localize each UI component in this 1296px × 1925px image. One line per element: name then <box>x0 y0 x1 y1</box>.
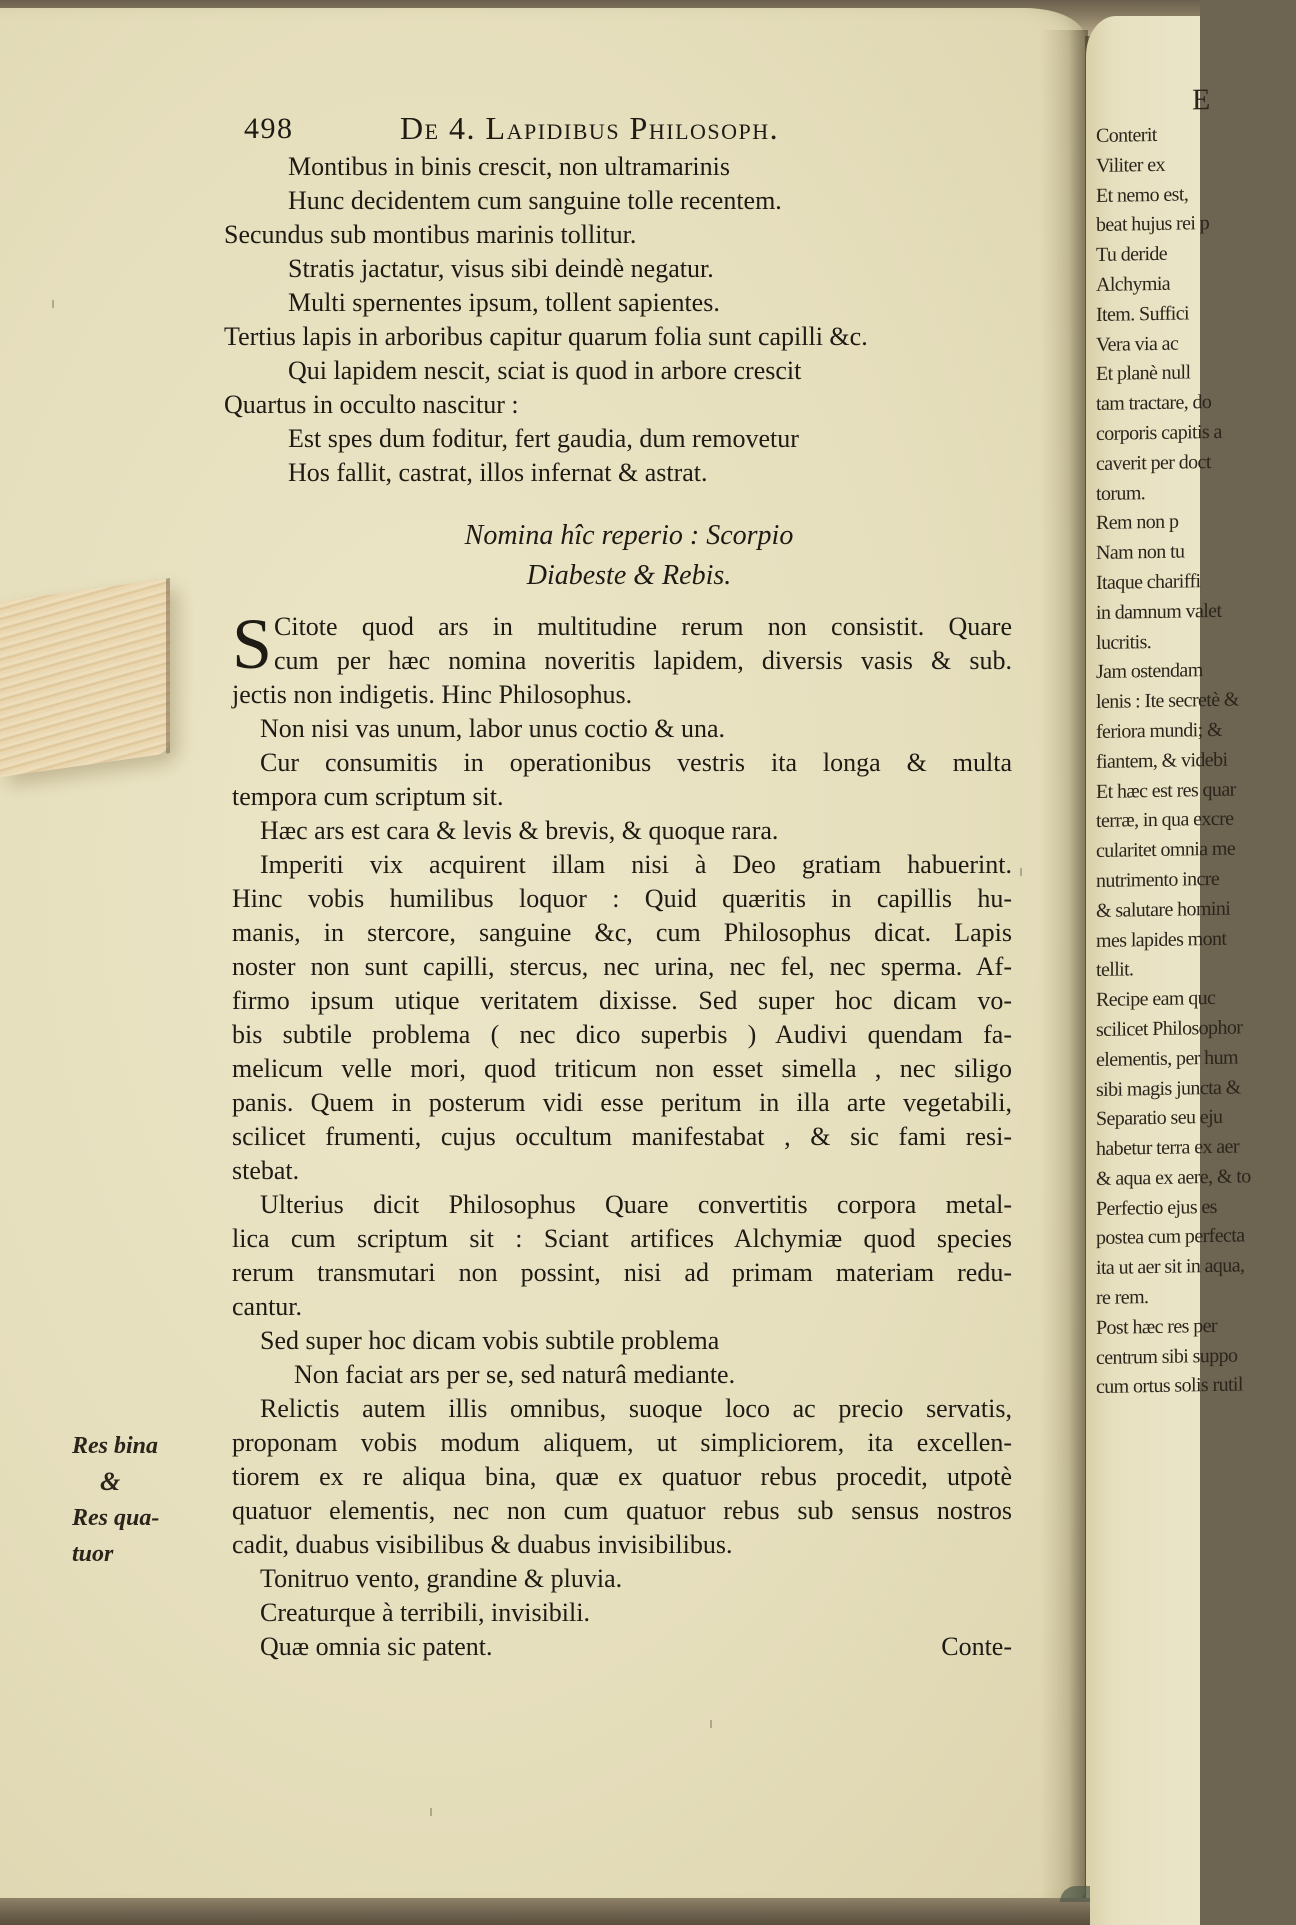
prose-line-text: Cur consumitis in operationibus vestris ita longa & multa <box>260 748 1012 777</box>
right-page-line: Alchymia <box>1096 272 1171 296</box>
right-page-line: & aqua ex aere, & to <box>1096 1165 1251 1190</box>
prose-line: Citote quod ars in multitudine rerum non consistit. Quare <box>274 612 1012 641</box>
prose-line <box>232 1290 1012 1324</box>
right-page-line: Viliter ex <box>1096 153 1165 177</box>
prose-line-text: Sed super hoc dicam vobis subtile problema <box>260 1326 720 1355</box>
right-page-line: Perfectio ejus es <box>1096 1195 1217 1220</box>
prose-line <box>232 1358 1012 1392</box>
dropcap-paragraph-start <box>232 604 1012 684</box>
right-page-line: terræ, in qua excre <box>1096 807 1234 833</box>
prose-line <box>232 1494 1012 1528</box>
right-page-line: in damnum valet <box>1096 599 1222 624</box>
verse-line: Stratis jactatur, visus sibi deindè negatur. <box>288 254 714 283</box>
prose-line-text: Creaturque à terribili, invisibili. <box>260 1598 590 1627</box>
prose-line <box>232 1018 1012 1052</box>
prose-lines <box>232 678 1012 1664</box>
catchword: Conte- <box>941 1632 1012 1661</box>
prose-line-text: Non faciat ars per se, sed naturâ mediante. <box>294 1360 736 1389</box>
right-page-line: beat hujus rei p <box>1096 212 1210 237</box>
book-bottom-edge <box>0 1898 1090 1925</box>
prose-line <box>232 1528 1012 1562</box>
verse-line: Tertius lapis in arboribus capitur quarum folia sunt capilli &c. <box>224 322 868 351</box>
right-page-line: centrum sibi suppo <box>1096 1344 1238 1369</box>
paper-speck <box>1020 868 1022 876</box>
prose-line <box>232 1222 1012 1256</box>
right-page-line: Post hæc res per <box>1096 1314 1217 1339</box>
prose-line <box>232 1426 1012 1460</box>
verse-line: Qui lapidem nescit, sciat is quod in arbore crescit <box>288 356 802 385</box>
prose-line <box>232 712 1012 746</box>
right-page-line: Vera via ac <box>1096 332 1179 356</box>
verse-line: Quartus in occulto nascitur : <box>224 390 519 419</box>
prose-line <box>232 1154 1012 1188</box>
right-page-line: nutrimento incre <box>1096 867 1220 892</box>
prose-line: cum per hæc nomina noveritis lapidem, diversis vasis & sub. <box>274 646 1012 675</box>
prose-line-text: manis, in stercore, sanguine &c, cum Philosophus dicat. Lapis <box>232 918 1012 947</box>
prose-line <box>232 1052 1012 1086</box>
right-page-line: sibi magis juncta & <box>1096 1075 1241 1101</box>
right-page-line: Item. Suffici <box>1096 302 1189 326</box>
prose-line <box>232 746 1012 780</box>
right-page-line: Itaque chariffi <box>1096 570 1201 594</box>
right-page-line: caverit per doct <box>1096 450 1211 475</box>
right-page-line: tellit. <box>1096 958 1134 982</box>
right-page-line: ita ut aer sit in aqua, <box>1096 1254 1245 1280</box>
verse-line: Montibus in binis crescit, non ultramarinis <box>288 152 730 181</box>
prose-line-text: firmo ipsum utique veritatem dixisse. Sed super hoc dicam vo- <box>232 986 1012 1015</box>
prose-line-text: Ulterius dicit Philosophus Quare convertitis corpora metal- <box>260 1190 1012 1219</box>
prose-line-text: scilicet frumenti, cujus occultum manifestabat , & sic fami resi- <box>232 1122 1012 1151</box>
prose-line-text: stebat. <box>232 1156 300 1185</box>
prose-line-text: Imperiti vix acquirent illam nisi à Deo gratiam habuerint. <box>260 850 1012 879</box>
prose-line-text: noster non sunt capilli, stercus, nec urina, nec fel, nec sperma. Af- <box>232 952 1012 981</box>
right-page-line: Et planè null <box>1096 361 1191 386</box>
prose-line <box>232 1630 1012 1664</box>
prose-line-text: melicum velle mori, quod triticum non esset simella , nec siligo <box>232 1054 1012 1083</box>
marginal-note <box>72 1428 202 1572</box>
prose-line <box>232 1086 1012 1120</box>
right-page-line: lucritis. <box>1096 630 1152 654</box>
right-page-line: torum. <box>1096 481 1146 505</box>
prose-line-text: jectis non indigetis. Hinc Philosophus. <box>232 680 633 709</box>
right-page-line: Conterit <box>1096 123 1157 147</box>
prose-body <box>232 604 1012 1664</box>
running-head-title: De 4. Lapidibus Philosoph. <box>400 110 780 146</box>
right-page-text <box>1096 79 1296 1404</box>
prose-line <box>232 1392 1012 1426</box>
prose-line <box>232 848 1012 882</box>
right-page-line: mes lapides mont <box>1096 927 1227 952</box>
prose-line <box>232 882 1012 916</box>
marginal-line: Res qua- <box>72 1505 160 1531</box>
prose-line-text: panis. Quem in posterum vidi esse peritum in illa arte vegetabili, <box>232 1088 1012 1117</box>
subheading-line: Diabeste & Rebis. <box>526 560 732 591</box>
prose-line-text: Hinc vobis humilibus loquor : Quid quæritis in capillis hu- <box>232 884 1012 913</box>
verse-line: Hunc decidentem cum sanguine tolle recentem. <box>288 186 782 215</box>
right-page-line: Jam ostendam <box>1096 659 1203 684</box>
prose-line <box>232 1596 1012 1630</box>
book-gutter <box>1040 30 1088 1906</box>
prose-line-text: Non nisi vas unum, labor unus coctio & una. <box>260 714 726 743</box>
right-page-line: Recipe eam quc <box>1096 987 1216 1012</box>
prose-line <box>232 1324 1012 1358</box>
drop-capital: S <box>232 604 273 684</box>
right-page-line: fiantem, & videbi <box>1096 748 1228 773</box>
marginal-line: Res bina <box>72 1433 159 1459</box>
prose-line-text: tiorem ex re aliqua bina, quæ ex quatuor rebus procedit, utpotè <box>232 1462 1012 1491</box>
prose-line-text: Relictis autem illis omnibus, suoque loco ac precio servatis, <box>260 1394 1012 1423</box>
prose-line-text: cantur. <box>232 1292 303 1321</box>
verse-line: Secundus sub montibus marinis tollitur. <box>224 220 637 249</box>
prose-line <box>232 984 1012 1018</box>
verse-line: Est spes dum foditur, fert gaudia, dum removetur <box>288 424 799 453</box>
prose-line <box>232 814 1012 848</box>
right-page-line: habetur terra ex aer <box>1096 1135 1239 1161</box>
prose-line-text: tempora cum scriptum sit. <box>232 782 504 811</box>
page-weight-brush <box>0 578 170 777</box>
prose-line <box>232 780 1012 814</box>
prose-line <box>232 1562 1012 1596</box>
prose-line <box>232 678 1012 712</box>
prose-line-text: quatuor elementis, nec non cum quatuor rebus sub sensus nostros <box>232 1496 1012 1525</box>
right-page-line: elementis, per hum <box>1096 1046 1238 1071</box>
right-page-line: Nam non tu <box>1096 540 1185 565</box>
paper-speck <box>710 1720 712 1728</box>
right-page <box>1086 16 1251 1925</box>
verse-line: Multi spernentes ipsum, tollent sapientes. <box>288 288 720 317</box>
prose-line <box>232 1460 1012 1494</box>
right-page-line: feriora mundi; & <box>1096 718 1222 743</box>
prose-line <box>232 1120 1012 1154</box>
prose-line <box>232 1188 1012 1222</box>
prose-line-text: Hæc ars est cara & levis & brevis, & quoque rara. <box>260 816 779 845</box>
right-page-line: postea cum perfecta <box>1096 1224 1245 1250</box>
right-page-line: Et nemo est, <box>1096 182 1189 207</box>
running-head <box>244 112 1044 152</box>
subheading-line: Nomina hîc reperio : Scorpio <box>464 520 794 551</box>
right-page-line: scilicet Philosophor <box>1096 1016 1243 1041</box>
right-page-line: corporis capitis a <box>1096 420 1222 445</box>
right-running-head: E <box>1192 83 1210 117</box>
paper-speck <box>430 1808 432 1816</box>
right-page-line: Tu deride <box>1096 242 1168 267</box>
marginal-line: tuor <box>72 1541 114 1567</box>
prose-line-text: rerum transmutari non possint, nisi ad primam materiam redu- <box>232 1258 1012 1287</box>
prose-line-text: proponam vobis modum aliquem, ut simpliciorem, ita excellen- <box>232 1428 1012 1457</box>
right-page-line: Et hæc est res quar <box>1096 778 1236 803</box>
right-page-line: cularitet omnia me <box>1096 837 1236 863</box>
paper-speck <box>52 300 54 308</box>
prose-line-text: Tonitruo vento, grandine & pluvia. <box>260 1564 623 1593</box>
verse-block <box>224 150 1024 490</box>
right-page-line: Rem non p <box>1096 510 1179 535</box>
right-page-line: cum ortus solis rutil <box>1096 1373 1243 1399</box>
right-page-line: tam tractare, do <box>1096 391 1212 416</box>
right-page-line: lenis : Ite secretè & <box>1096 688 1239 714</box>
prose-line-text: Quæ omnia sic patent. <box>260 1632 493 1661</box>
section-subheading <box>244 516 1014 596</box>
prose-line <box>232 916 1012 950</box>
prose-line <box>232 950 1012 984</box>
right-page-line: & salutare homini <box>1096 897 1231 922</box>
prose-line-text: lica cum scriptum sit : Sciant artifices Alchymiæ quod species <box>232 1224 1012 1253</box>
prose-line-text: cadit, duabus visibilibus & duabus invisibilibus. <box>232 1530 733 1559</box>
right-page-line: Separatio seu eju <box>1096 1106 1223 1131</box>
prose-line <box>232 1256 1012 1290</box>
page-number: 498 <box>244 112 294 145</box>
marginal-ampersand: & <box>100 1467 121 1496</box>
prose-line-text: bis subtile problema ( nec dico superbis ) Audivi quendam fa- <box>232 1020 1012 1049</box>
verse-line: Hos fallit, castrat, illos infernat & astrat. <box>288 458 708 487</box>
right-page-line: re rem. <box>1096 1286 1149 1310</box>
